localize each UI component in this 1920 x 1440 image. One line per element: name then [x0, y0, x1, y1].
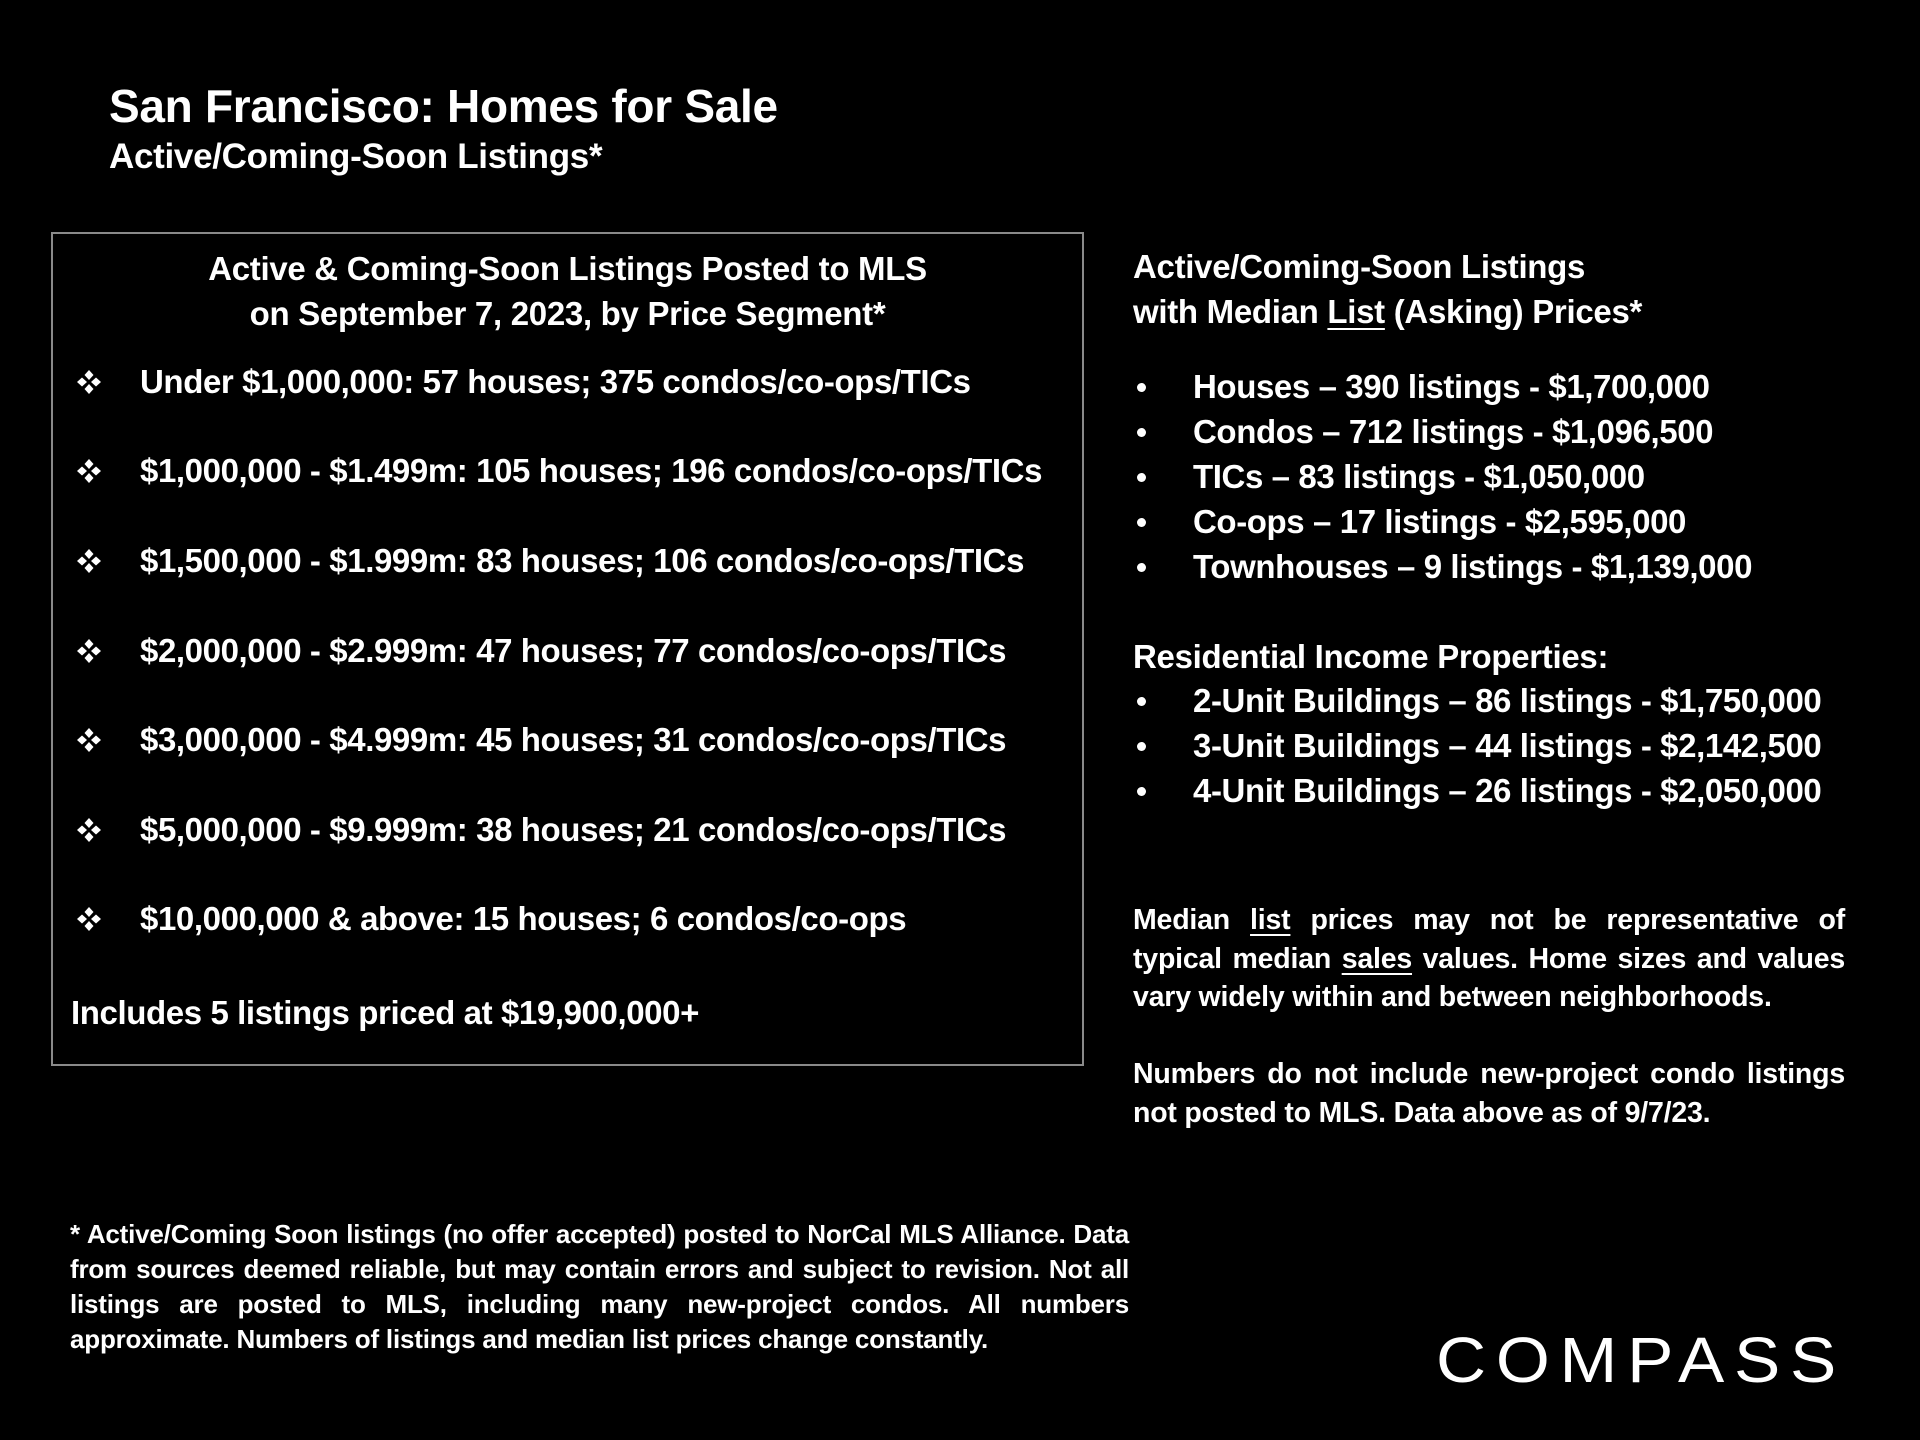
four-diamond-bullet-icon [73, 546, 115, 576]
bullet-dot-icon [1133, 377, 1193, 397]
list-item-text: Houses – 390 listings - $1,700,000 [1193, 368, 1710, 406]
list-item [1133, 544, 1845, 589]
list-item [1133, 365, 1845, 410]
list-item [73, 695, 1042, 785]
data-scope-note: Numbers do not include new-project condo listings not posted to MLS. Data above as of 9/7/23. [1133, 1058, 1845, 1129]
median-caveat-note [1133, 901, 1845, 1017]
list-item [73, 606, 1042, 696]
list-item [1133, 769, 1845, 814]
heading-underlined-text: List [1327, 293, 1385, 330]
price-segment-heading [53, 246, 1082, 336]
four-diamond-bullet-icon [73, 815, 115, 845]
heading-text: with Median [1133, 293, 1328, 330]
page-title: San Francisco: Homes for Sale [109, 80, 778, 132]
bullet-dot-icon [1133, 467, 1193, 487]
compass-logo-mark [1436, 1330, 1846, 1390]
list-item [1133, 679, 1845, 724]
note-text: Median [1133, 904, 1251, 936]
list-item-text: 4-Unit Buildings – 26 listings - $2,050,000 [1193, 771, 1822, 809]
price-segment-heading-line2: on September 7, 2023, by Price Segment* [249, 295, 886, 332]
note-text: prices may not be representative of typical median [1133, 904, 1846, 975]
bullet-dot-icon [1133, 422, 1193, 442]
list-item [1133, 455, 1845, 500]
four-diamond-bullet-icon [73, 904, 115, 934]
bullet-dot-icon [1133, 736, 1193, 756]
bullet-dot-icon [1133, 691, 1193, 711]
price-segment-box [51, 232, 1084, 1066]
four-diamond-bullet-icon [73, 636, 115, 666]
median-prices-section [1133, 244, 1845, 813]
note-underlined-text: list [1250, 904, 1291, 936]
list-item [73, 875, 1042, 965]
list-item-text: $1,500,000 - $1.999m: 83 houses; 106 condos/co-ops/TICs [140, 541, 1025, 579]
list-item-text: $3,000,000 - $4.999m: 45 houses; 31 condos/co-ops/TICs [140, 721, 1007, 759]
median-prices-list [1133, 365, 1845, 589]
income-properties-heading: Residential Income Properties: [1133, 637, 1609, 675]
list-item-text: 3-Unit Buildings – 44 listings - $2,142,500 [1193, 727, 1822, 765]
heading-text: (Asking) Prices* [1384, 293, 1643, 330]
list-item [73, 427, 1042, 517]
list-item [1133, 410, 1845, 455]
list-item-text: Townhouses – 9 listings - $1,139,000 [1193, 547, 1753, 585]
list-item-text: Condos – 712 listings - $1,096,500 [1193, 413, 1714, 451]
bullet-dot-icon [1133, 512, 1193, 532]
bullet-dot-icon [1133, 557, 1193, 577]
median-prices-heading-line2 [1133, 289, 1845, 334]
list-item-text: Co-ops – 17 listings - $2,595,000 [1193, 502, 1687, 540]
note-underlined-text: sales [1341, 942, 1413, 975]
note-text: values. Home sizes and values vary widely within and between neighborhoods. [1133, 942, 1845, 1013]
price-segment-heading-line1: Active & Coming-Soon Listings Posted to MLS [208, 250, 927, 287]
list-item-text: $2,000,000 - $2.999m: 47 houses; 77 condos/co-ops/TICs [140, 631, 1007, 669]
logo-wordmark: COMPASS [1436, 1330, 1846, 1390]
page-subtitle: Active/Coming-Soon Listings* [109, 137, 603, 176]
list-item [73, 337, 1042, 427]
list-item-text: 2-Unit Buildings – 86 listings - $1,750,000 [1193, 682, 1822, 720]
price-segment-list [73, 362, 1043, 964]
price-segment-note: Includes 5 listings priced at $19,900,000+ [71, 994, 699, 1031]
footnote: * Active/Coming Soon listings (no offer accepted) posted to NorCal MLS Alliance. Data from sources deemed reliable, but may contain errors and subject to revision. Not all listings are posted to MLS, including many new-project condos. All numbers approximate. Numbers of listings and median list prices change constantly. [70, 1219, 1129, 1354]
income-properties-list [1133, 679, 1845, 813]
bullet-dot-icon [1133, 781, 1193, 801]
list-item [1133, 499, 1845, 544]
four-diamond-bullet-icon [73, 367, 115, 397]
list-item [73, 516, 1042, 606]
four-diamond-bullet-icon [73, 725, 115, 755]
list-item [1133, 724, 1845, 769]
median-prices-heading-line1: Active/Coming-Soon Listings [1133, 248, 1586, 285]
list-item-text: TICs – 83 listings - $1,050,000 [1193, 457, 1645, 495]
list-item-text: $1,000,000 - $1.499m: 105 houses; 196 condos/co-ops/TICs [140, 452, 1043, 490]
list-item-text: Under $1,000,000: 57 houses; 375 condos/co-ops/TICs [140, 362, 971, 400]
list-item-text: $5,000,000 - $9.999m: 38 houses; 21 condos/co-ops/TICs [140, 810, 1007, 848]
median-prices-heading [1133, 244, 1845, 334]
list-item-text: $10,000,000 & above: 15 houses; 6 condos/co-ops [140, 900, 907, 938]
four-diamond-bullet-icon [73, 456, 115, 486]
list-item [73, 785, 1042, 875]
compass-logo [1436, 1330, 1846, 1390]
